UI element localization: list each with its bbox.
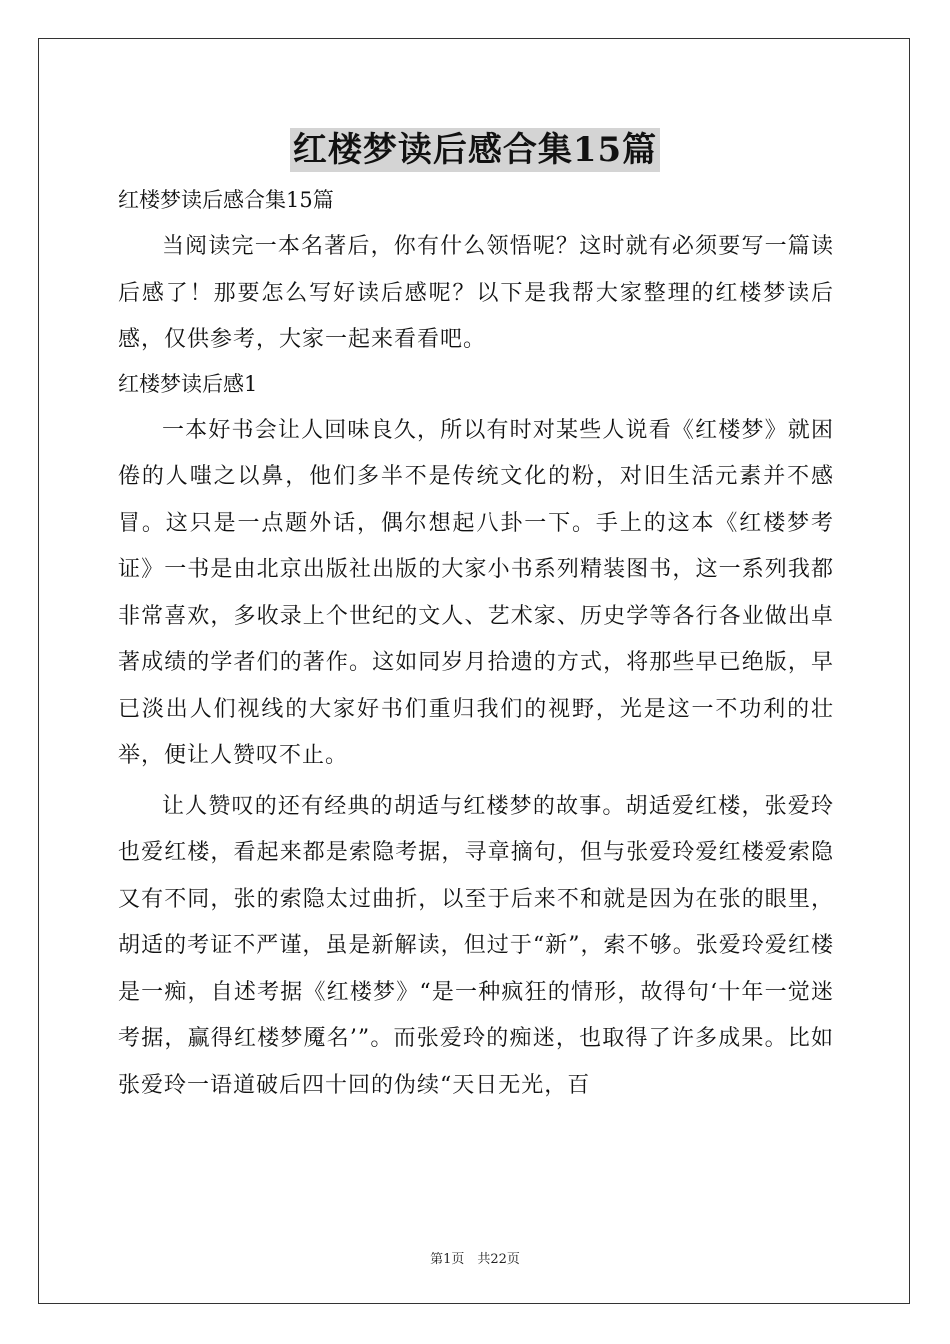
document-subtitle: 红楼梦读后感合集15篇 bbox=[118, 188, 334, 212]
document-title-block bbox=[0, 128, 950, 172]
page-footer bbox=[0, 1248, 950, 1267]
document-body bbox=[118, 180, 834, 1109]
section-heading: 红楼梦读后感1 bbox=[118, 371, 258, 396]
body-paragraph-2: 让人赞叹的还有经典的胡适与红楼梦的故事。胡适爱红楼，张爱玲也爱红楼，看起来都是索隐考据，寻章摘句，但与张爱玲爱红楼爱索隐又有不同，张的索隐太过曲折，以至于后来不和就是因为在张的眼里，胡适的考证不严谨，虽是新解读，但过于“新”，索不够。张爱玲爱红楼是一痴，自述考据《红楼梦》“是一种疯狂的情形，故得句‘十年一觉迷考据，赢得红楼梦魇名’”。而张爱玲的痴迷，也取得了许多成果。比如张爱玲一语道破后四十回的伪续“天日无光，百 bbox=[118, 793, 834, 1098]
page-number: 第1页 共22页 bbox=[430, 1252, 520, 1267]
body-paragraph-1: 一本好书会让人回味良久，所以有时对某些人说看《红楼梦》就困倦的人嗤之以鼻，他们多半不是传统文化的粉，对旧生活元素并不感冒。这只是一点题外话，偶尔想起八卦一下。手上的这本《红楼梦考证》一书是由北京出版社出版的大家小书系列精装图书，这一系列我都非常喜欢，多收录上个世纪的文人、艺术家、历史学等各行各业做出卓著成绩的学者们的著作。这如同岁月拾遗的方式，将那些早已绝版，早已淡出人们视线的大家好书们重归我们的视野，光是这一不功利的壮举，便让人赞叹不止。 bbox=[118, 417, 834, 768]
intro-paragraph: 当阅读完一本名著后，你有什么领悟呢？这时就有必须要写一篇读后感了！那要怎么写好读后感呢？以下是我帮大家整理的红楼梦读后感，仅供参考，大家一起来看看吧。 bbox=[118, 234, 834, 352]
document-title: 红楼梦读后感合集15篇 bbox=[290, 128, 660, 172]
